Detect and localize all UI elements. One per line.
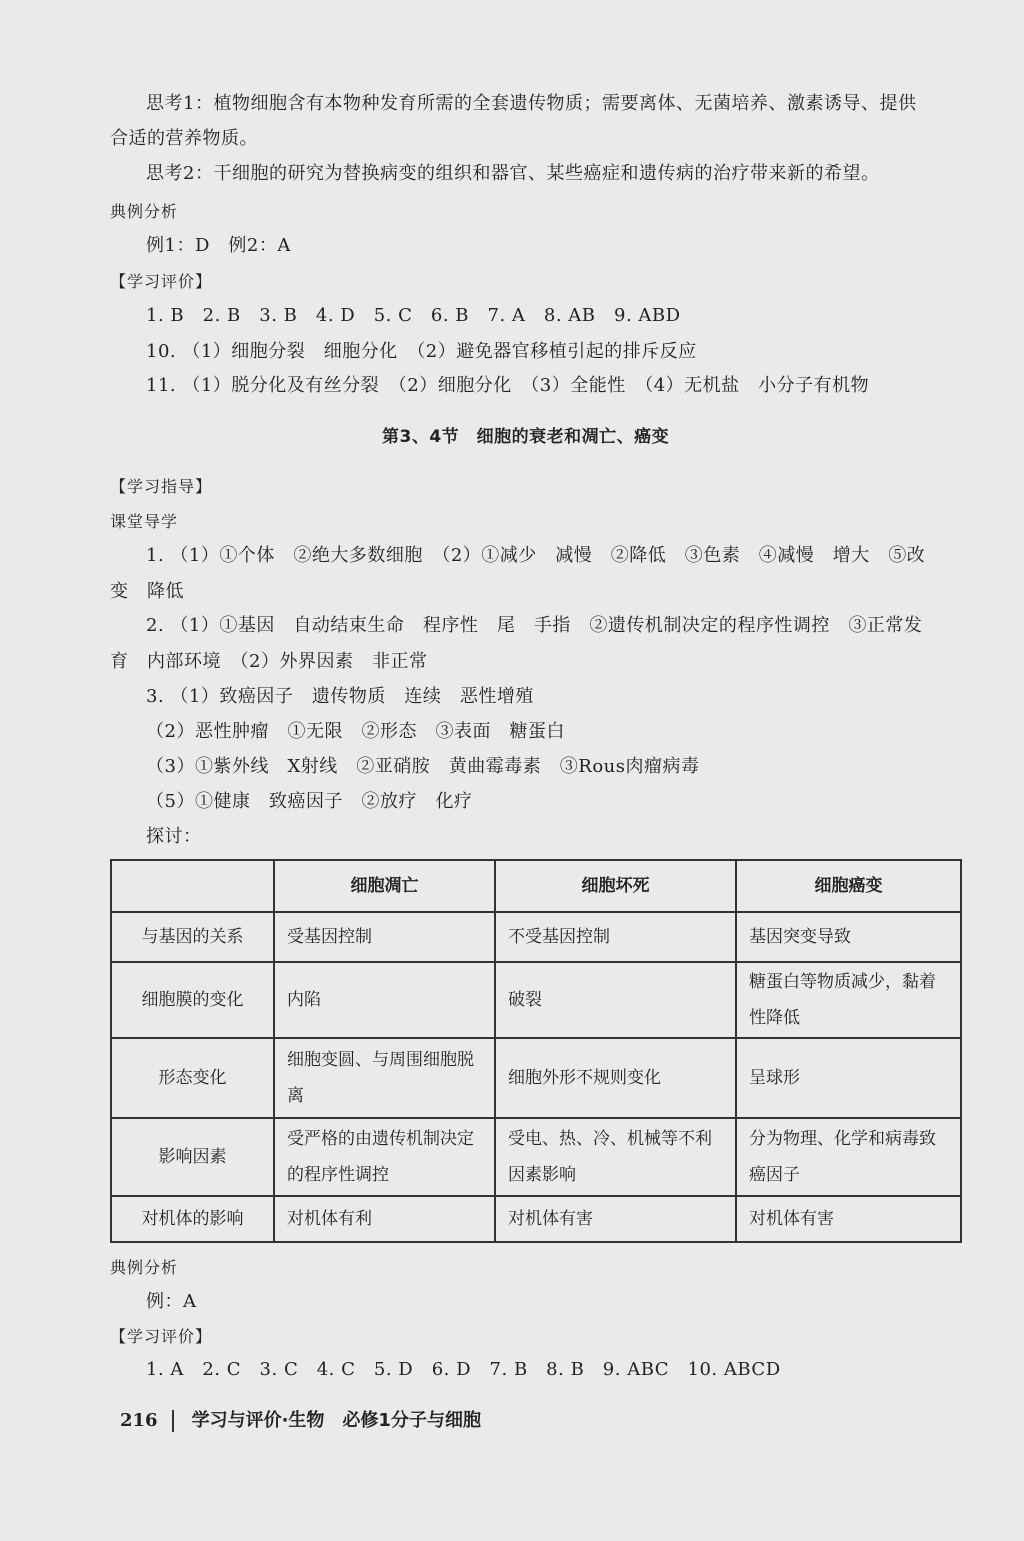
- text-line: 思考1：植物细胞含有本物种发育所需的全套遗传物质；需要离体、无菌培养、激素诱导、提供: [146, 93, 917, 114]
- text-line: （3）①紫外线 X射线 ②亚硝胺 黄曲霉毒素 ③Rous肉瘤病毒: [146, 756, 700, 777]
- table-cell: 对机体有害: [736, 1196, 961, 1242]
- footer-divider: [172, 1410, 174, 1432]
- table-cell: 对机体有利: [274, 1196, 495, 1242]
- row-label: 对机体的影响: [111, 1196, 274, 1242]
- answer-line: 1. B 2. B 3. B 4. D 5. C 6. B 7. A 8. AB 9. ABD: [146, 305, 681, 326]
- row-label: 形态变化: [111, 1038, 274, 1118]
- table-cell: 对机体有害: [495, 1196, 736, 1242]
- text-line: 例：A: [146, 1291, 197, 1312]
- table-cell: 破裂: [495, 962, 736, 1038]
- table-row: [111, 1118, 961, 1196]
- text-line: 思考2：干细胞的研究为替换病变的组织和器官、某些癌症和遗传病的治疗带来新的希望。: [146, 163, 880, 184]
- table-cell: 受电、热、冷、机械等不利因素影响: [495, 1118, 736, 1196]
- table-cell: 基因突变导致: [736, 912, 961, 962]
- table-cell: 分为物理、化学和病毒致癌因子: [736, 1118, 961, 1196]
- text-line: 2. （1）①基因 自动结束生命 程序性 尾 手指 ②遗传机制决定的程序性调控 ③正常发: [146, 615, 923, 636]
- page-number: 216: [120, 1410, 158, 1431]
- section-heading: 【学习评价】: [110, 1327, 213, 1346]
- row-label: 细胞膜的变化: [111, 962, 274, 1038]
- table-row: [111, 962, 961, 1038]
- table-cell: 受严格的由遗传机制决定的程序性调控: [274, 1118, 495, 1196]
- text-line: 3. （1）致癌因子 遗传物质 连续 恶性增殖: [146, 686, 534, 707]
- book-title: 学习与评价·生物 必修1分子与细胞: [191, 1410, 481, 1431]
- table-cell: 细胞变圆、与周围细胞脱离: [274, 1038, 495, 1118]
- section-heading: 课堂导学: [110, 512, 179, 531]
- table-cell: 内陷: [274, 962, 495, 1038]
- text-line: （2）恶性肿瘤 ①无限 ②形态 ③表面 糖蛋白: [146, 721, 565, 742]
- text-line: 探讨：: [146, 826, 202, 847]
- table-cell: 糖蛋白等物质减少，黏着性降低: [736, 962, 961, 1038]
- table-cell: 不受基因控制: [495, 912, 736, 962]
- table-header-row: [111, 860, 961, 912]
- section-heading: 【学习指导】: [110, 477, 213, 496]
- table-cell: 细胞外形不规则变化: [495, 1038, 736, 1118]
- table-header-cell: 细胞癌变: [736, 860, 961, 912]
- table-cell: 受基因控制: [274, 912, 495, 962]
- answer-line: 10. （1）细胞分裂 细胞分化 （2）避免器官移植引起的排斥反应: [146, 341, 697, 362]
- table-row: [111, 1196, 961, 1242]
- text-line: 合适的营养物质。: [110, 128, 258, 149]
- table-header-cell: 细胞坏死: [495, 860, 736, 912]
- row-label: 影响因素: [111, 1118, 274, 1196]
- section-heading: 典例分析: [110, 1258, 179, 1277]
- section-title: 第3、4节 细胞的衰老和凋亡、癌变: [382, 427, 670, 447]
- text-line: （5）①健康 致癌因子 ②放疗 化疗: [146, 791, 473, 812]
- table-header-cell: 细胞凋亡: [274, 860, 495, 912]
- text-line: 例1：D 例2：A: [146, 235, 291, 256]
- table-cell: 呈球形: [736, 1038, 961, 1118]
- table-row: [111, 1038, 961, 1118]
- comparison-table: [110, 859, 962, 1243]
- section-heading: 典例分析: [110, 202, 179, 221]
- text-line: 1. （1）①个体 ②绝大多数细胞 （2）①减少 减慢 ②降低 ③色素 ④减慢 增大 ⑤改: [146, 545, 926, 566]
- page-footer: [120, 1406, 481, 1432]
- table-header-cell: [111, 860, 274, 912]
- section-heading: 【学习评价】: [110, 272, 213, 291]
- text-line: 育 内部环境 （2）外界因素 非正常: [110, 651, 428, 672]
- answer-line: 1. A 2. C 3. C 4. C 5. D 6. D 7. B 8. B 9. ABC 10. ABCD: [146, 1359, 781, 1380]
- row-label: 与基因的关系: [111, 912, 274, 962]
- table-row: [111, 912, 961, 962]
- text-line: 变 降低: [110, 581, 184, 602]
- answer-line: 11. （1）脱分化及有丝分裂 （2）细胞分化 （3）全能性 （4）无机盐 小分子有机物: [146, 375, 870, 396]
